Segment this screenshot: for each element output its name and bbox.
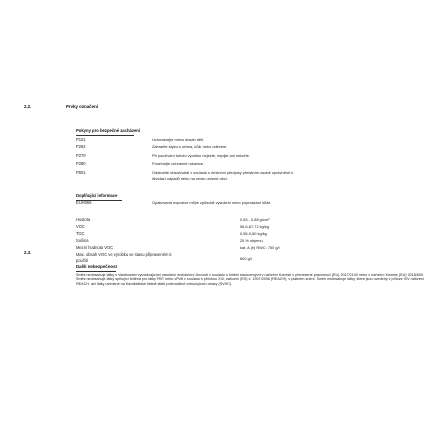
section-title: Další nebezpečnost xyxy=(76,264,117,269)
property-value: 0,55-0,60 kg/kg xyxy=(240,231,267,236)
p-code: P270 xyxy=(76,153,86,158)
euh-code: EUH066 xyxy=(76,200,92,205)
property-label: VOC xyxy=(76,224,85,229)
property-label-continued: použití xyxy=(76,258,89,263)
property-value: 56,6-67,72 kg/kg xyxy=(240,224,269,229)
p-text: Odstraňte obsah/obal v souladu s místními předpisy předáním osobě oprávněné k xyxy=(152,170,294,175)
euh-text: Opakovaná expozice může způsobit vysušení nebo popraskání kůže. xyxy=(152,200,272,205)
property-label: Sušina xyxy=(76,238,89,243)
section-number: 2.2. xyxy=(24,104,32,109)
p-text: Při používání tohoto výrobku nejezte, nepijte ani nekuřte. xyxy=(152,153,250,158)
property-label: Max. obsah VOC ve výrobku ve stavu připraveném k xyxy=(76,252,172,257)
section-number: 2.3. xyxy=(24,250,32,255)
subsection-header: Doplňující informace xyxy=(76,193,118,198)
p-text-continued: likvidaci odpadů nebo na místo určené obcí. xyxy=(152,176,228,181)
header-underline xyxy=(76,271,116,272)
subsection-header: Pokyny pro bezpečné zacházení xyxy=(76,128,140,133)
p-code: P262 xyxy=(76,144,86,149)
property-label: TOC xyxy=(76,231,85,236)
p-code: P101 xyxy=(76,137,86,142)
property-label: Mezní hodnota VOC xyxy=(76,245,114,250)
p-code: P501 xyxy=(76,170,86,175)
property-value: 25 % objemu xyxy=(240,238,263,243)
p-text: Zabraňte styku s očima, kůží nebo oděvem. xyxy=(152,144,228,149)
property-label: Hustota xyxy=(76,217,91,222)
property-value: kat. A (h) RWC: 750 g/l xyxy=(240,245,280,250)
header-underline xyxy=(76,135,134,136)
p-text: Používejte ochranné rukavice. xyxy=(152,161,205,166)
hazard-paragraph: Směs neobsahuje látky s vlastnostmi vyvolávajícími narušení endokrinní činnosti v souladu s kritérii stanovenými v nařízení Komise v přenesené pravomoci (EU) 2017/2100 nebo v nařízení Komise (EU) 2018/605. Směs neobsahuje látky splňující kritéria pro látky PBT nebo vPvB v souladu s přílohou XIII, nařízení (ES) č. 1907/2006 (REACH), v platném znění. Směs neobsahuje látky, které jsou uvedeny v příloze XIV nařízení REACH, ani látky uvedené na Kandidátské listině látek potenciálně vzbuzujících obavy (SVHC). xyxy=(76,273,424,286)
property-value: 0,83 - 0,88 g/cm³ xyxy=(240,217,270,222)
p-text: Uchovávejte mimo dosah dětí. xyxy=(152,137,205,142)
section-title: Prvky označení xyxy=(66,104,98,109)
property-value: 600 g/l xyxy=(240,256,252,261)
p-code: P280 xyxy=(76,161,86,166)
